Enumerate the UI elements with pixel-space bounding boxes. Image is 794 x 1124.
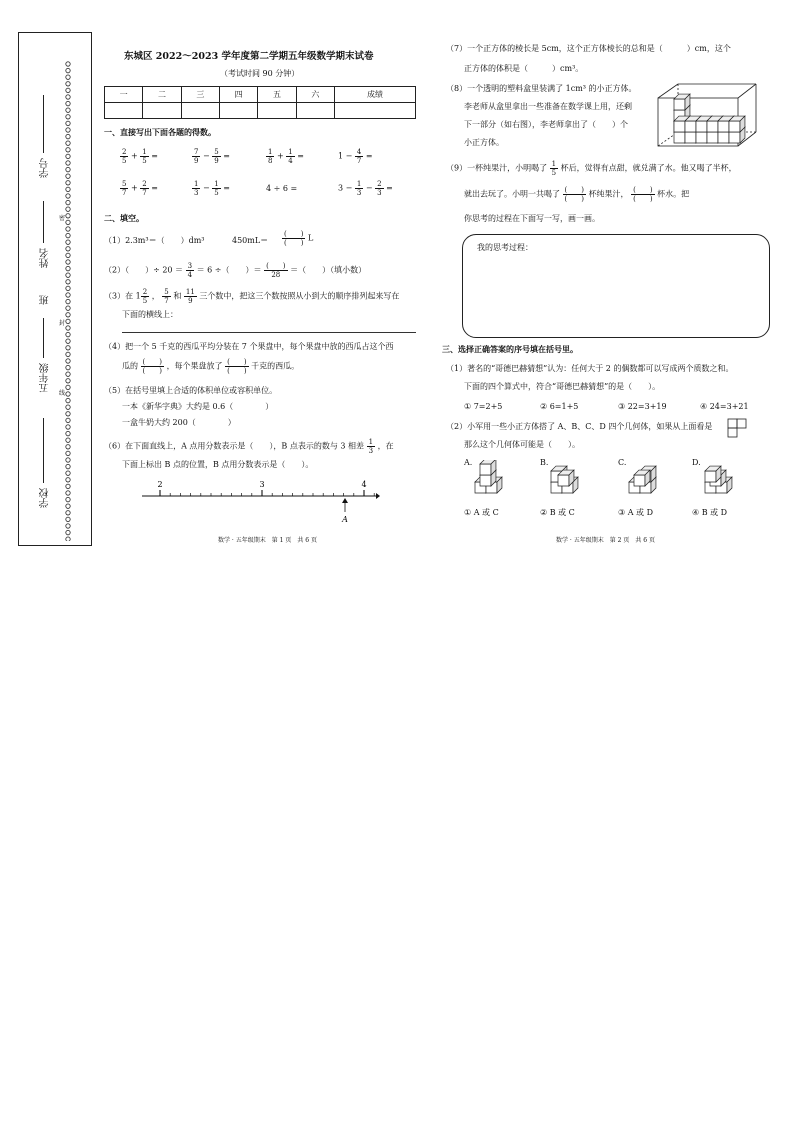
cube-face bbox=[718, 132, 729, 143]
seal-mark-2: 封 bbox=[59, 320, 66, 327]
calc-4: 1 − $\frac{4}{7}$ = bbox=[338, 148, 373, 165]
fill-q9g: 你思考的过程在下面写一写，画一画。 bbox=[464, 214, 600, 223]
calc-1: $\frac{2}{5}$ + $\frac{1}{5}$ = bbox=[122, 148, 158, 165]
choice-q2-opt3[interactable]: ③ A 或 D bbox=[618, 508, 653, 517]
score-cell[interactable] bbox=[219, 103, 257, 119]
fill-q8b: 李老师从盒里拿出一些准备在数学课上用，还剩 bbox=[464, 102, 632, 111]
fill-q1-frac: $\frac{( )}{( )}$ L bbox=[284, 230, 314, 247]
choice-q2-opt1[interactable]: ① A 或 C bbox=[464, 508, 499, 517]
axis-label-4: 4 bbox=[361, 480, 367, 489]
exam-duration: （考试时间 90 分钟） bbox=[220, 69, 300, 78]
choice-q1a: （1）著名的“哥德巴赫猜想”认为：任何大于 2 的偶数都可以写成两个质数之和。 bbox=[446, 364, 734, 373]
cube-face bbox=[634, 475, 645, 486]
score-cell[interactable] bbox=[105, 103, 143, 119]
cube-face bbox=[696, 121, 707, 132]
fill-q5c: 一盒牛奶大约 200（ ） bbox=[122, 418, 236, 427]
cube-face bbox=[718, 121, 729, 132]
score-col-1: 一 bbox=[105, 87, 143, 103]
score-col-6: 六 bbox=[296, 87, 334, 103]
choice-q1-opt2[interactable]: ② 6=1+5 bbox=[540, 402, 579, 411]
score-col-2: 二 bbox=[143, 87, 181, 103]
cube-face bbox=[480, 464, 491, 475]
score-cell[interactable] bbox=[335, 103, 416, 119]
solid-d-icon bbox=[702, 460, 742, 494]
score-cell[interactable] bbox=[143, 103, 181, 119]
fill-q7b: 正方体的体积是（ ）cm³。 bbox=[464, 64, 584, 73]
score-col-total: 成绩 bbox=[335, 87, 416, 103]
solid-a-icon bbox=[472, 460, 512, 494]
cube-face bbox=[674, 99, 685, 110]
axis-label-2: 2 bbox=[157, 480, 163, 489]
fill-q9c: 就出去玩了。小明一共喝了 $\frac{( )}{( )}$ 杯纯果汁， $\frac{( )}{( )}$ 杯水。把 bbox=[464, 186, 690, 203]
grade-label: 五年级 bbox=[40, 363, 51, 393]
choice-q2-opt4[interactable]: ④ B 或 D bbox=[692, 508, 728, 517]
fill-q5b: 一本《新华字典》大约是 0.6（ ） bbox=[122, 402, 274, 411]
shape-label-a: A. bbox=[464, 458, 473, 467]
fill-q1a: （1）2.3m³＝（ ）dm³ bbox=[104, 236, 205, 245]
name-line bbox=[43, 201, 44, 243]
page-gutter bbox=[424, 40, 425, 540]
choice-q1-opt4[interactable]: ④ 24=3+21 bbox=[700, 402, 749, 411]
cube-face bbox=[674, 121, 685, 132]
choice-q2-opt2[interactable]: ② B 或 C bbox=[540, 508, 575, 517]
cube-face bbox=[729, 132, 740, 143]
class-line bbox=[43, 318, 44, 358]
fill-q8d: 小正方体。 bbox=[464, 138, 504, 147]
seal-mark-3: 线 bbox=[59, 390, 66, 397]
cube-face bbox=[705, 471, 716, 482]
fill-q8a: （8）一个透明的塑料盒里装满了 1cm³ 的小正方体。 bbox=[446, 84, 637, 93]
fill-q2: （2）（ ）÷ 20 ＝ $\frac{3}{4}$ ＝ 6 ÷（ ）＝ $\frac{( )}{28}$ ＝（ ）（填小数） bbox=[104, 262, 367, 279]
choice-q2b: 那么这个几何体可能是（ ）。 bbox=[464, 440, 580, 449]
cube-face bbox=[674, 132, 685, 143]
section-2-heading: 二、填空。 bbox=[104, 213, 144, 223]
choice-q1-opt1[interactable]: ① 7=2+5 bbox=[464, 402, 503, 411]
cube-face bbox=[707, 121, 718, 132]
arrow-head-icon bbox=[342, 498, 348, 503]
axis-label-3: 3 bbox=[259, 480, 265, 489]
fill-q8c: 下一部分（如右图），李老师拿出了（ ）个 bbox=[464, 120, 628, 129]
cube-face bbox=[685, 132, 696, 143]
dot-column-icon bbox=[65, 61, 71, 541]
shape-label-b: B. bbox=[540, 458, 549, 467]
calc-3: $\frac{1}{8}$ + $\frac{1}{4}$ = bbox=[268, 148, 304, 165]
score-col-5: 五 bbox=[258, 87, 296, 103]
cube-face bbox=[707, 132, 718, 143]
section-3-heading: 三、选择正确答案的序号填在括号里。 bbox=[442, 344, 578, 354]
choice-q1b: 下面的四个算式中，符合“哥德巴赫猜想”的是（ ）。 bbox=[464, 382, 661, 391]
number-line-svg bbox=[140, 476, 380, 526]
choice-q2a: （2）小军用一些小正方体搭了 A、B、C、D 四个几何体，如果从上面看是 bbox=[446, 422, 713, 431]
shape-label-d: D. bbox=[692, 458, 701, 467]
score-cell[interactable] bbox=[258, 103, 296, 119]
score-col-4: 四 bbox=[219, 87, 257, 103]
solid-b-icon bbox=[548, 460, 588, 494]
score-cell[interactable] bbox=[181, 103, 219, 119]
choice-q1-opt3[interactable]: ③ 22=3+19 bbox=[618, 402, 667, 411]
calc-2: $\frac{7}{9}$ − $\frac{5}{9}$ = bbox=[194, 148, 230, 165]
calc-5: $\frac{5}{7}$ + $\frac{2}{7}$ = bbox=[122, 180, 158, 197]
score-cell[interactable] bbox=[296, 103, 334, 119]
cube-face bbox=[729, 121, 740, 132]
fill-q1b: 450mL＝ bbox=[232, 236, 269, 245]
calc-8: 3 − $\frac{1}{3}$ − $\frac{2}{3}$ = bbox=[338, 180, 393, 197]
box-cubes-icon bbox=[654, 80, 758, 150]
score-table bbox=[104, 86, 416, 119]
seal-mark-1: 密 bbox=[59, 215, 66, 222]
cube-face bbox=[558, 475, 569, 486]
plastic-box-figure bbox=[654, 80, 758, 150]
number-label: 学号 bbox=[40, 158, 51, 178]
page-footer-right: 数学 · 五年级期末 第 2 页 共 6 页 bbox=[556, 537, 655, 544]
calc-6: $\frac{1}{3}$ − $\frac{1}{5}$ = bbox=[194, 180, 230, 197]
fill-q3: （3）在 1 $\frac{2}{5}$ ， $\frac{5}{7}$ 和 $\frac{11}{9}$ 三个数中，把这三个数按照从小到大的顺序排列起来写在 bbox=[104, 288, 400, 305]
number-line bbox=[140, 476, 380, 526]
solid-c-icon bbox=[626, 460, 666, 494]
cube-face bbox=[685, 121, 696, 132]
fill-q6c: 下面上标出 B 点的位置，B 点用分数表示是（ ）。 bbox=[122, 460, 314, 469]
answer-line[interactable] bbox=[122, 332, 416, 333]
dotted-cut-line bbox=[65, 61, 71, 541]
name-label: 姓名 bbox=[40, 248, 51, 268]
exam-title: 东城区 2022～2023 学年度第二学期五年级数学期末试卷 bbox=[124, 51, 374, 62]
shape-label-c: C. bbox=[618, 458, 627, 467]
page-footer-left: 数学 · 五年级期末 第 1 页 共 6 页 bbox=[218, 537, 317, 544]
school-label: 学校 bbox=[40, 488, 51, 508]
thinking-box-label: 我的思考过程： bbox=[477, 243, 533, 252]
number-line bbox=[43, 95, 44, 153]
fill-q9a: （9）一杯纯果汁，小明喝了 $\frac{1}{5}$ 杯后，觉得有点甜，就兑满了水。他又喝了半杯， bbox=[446, 160, 737, 177]
fill-q5a: （5）在括号里填上合适的体积单位或容积单位。 bbox=[104, 386, 278, 395]
thinking-process-box[interactable] bbox=[462, 234, 770, 338]
cube-face bbox=[480, 475, 491, 486]
binding-sidebar bbox=[18, 32, 92, 546]
point-a-label: A bbox=[342, 515, 348, 524]
fill-q4b: 瓜的 $\frac{( )}{( )}$ ，每个果盘放了 $\frac{( )}{( )}$ 千克的西瓜。 bbox=[122, 358, 300, 375]
score-col-3: 三 bbox=[181, 87, 219, 103]
top-view-icon bbox=[727, 418, 747, 438]
school-line bbox=[43, 418, 44, 483]
fill-q4a: （4）把一个 5 千克的西瓜平均分装在 7 个果盘中，每个果盘中放的西瓜占这个西 bbox=[104, 342, 394, 351]
section-1-heading: 一、直接写出下面各题的得数。 bbox=[104, 127, 216, 137]
fill-q6a: （6）在下面直线上，A 点用分数表示是（ ），B 点表示的数与 3 相差 $\frac{1}{3}$ ，在 bbox=[104, 438, 394, 455]
class-label: 班 bbox=[40, 295, 51, 305]
fill-q7a: （7）一个正方体的棱长是 5cm，这个正方体棱长的总和是（ ）cm，这个 bbox=[446, 44, 731, 53]
fill-q3-line: 下面的横线上： bbox=[122, 310, 178, 319]
calc-7: 4 ÷ 6 = bbox=[266, 184, 298, 193]
cube-face bbox=[696, 132, 707, 143]
